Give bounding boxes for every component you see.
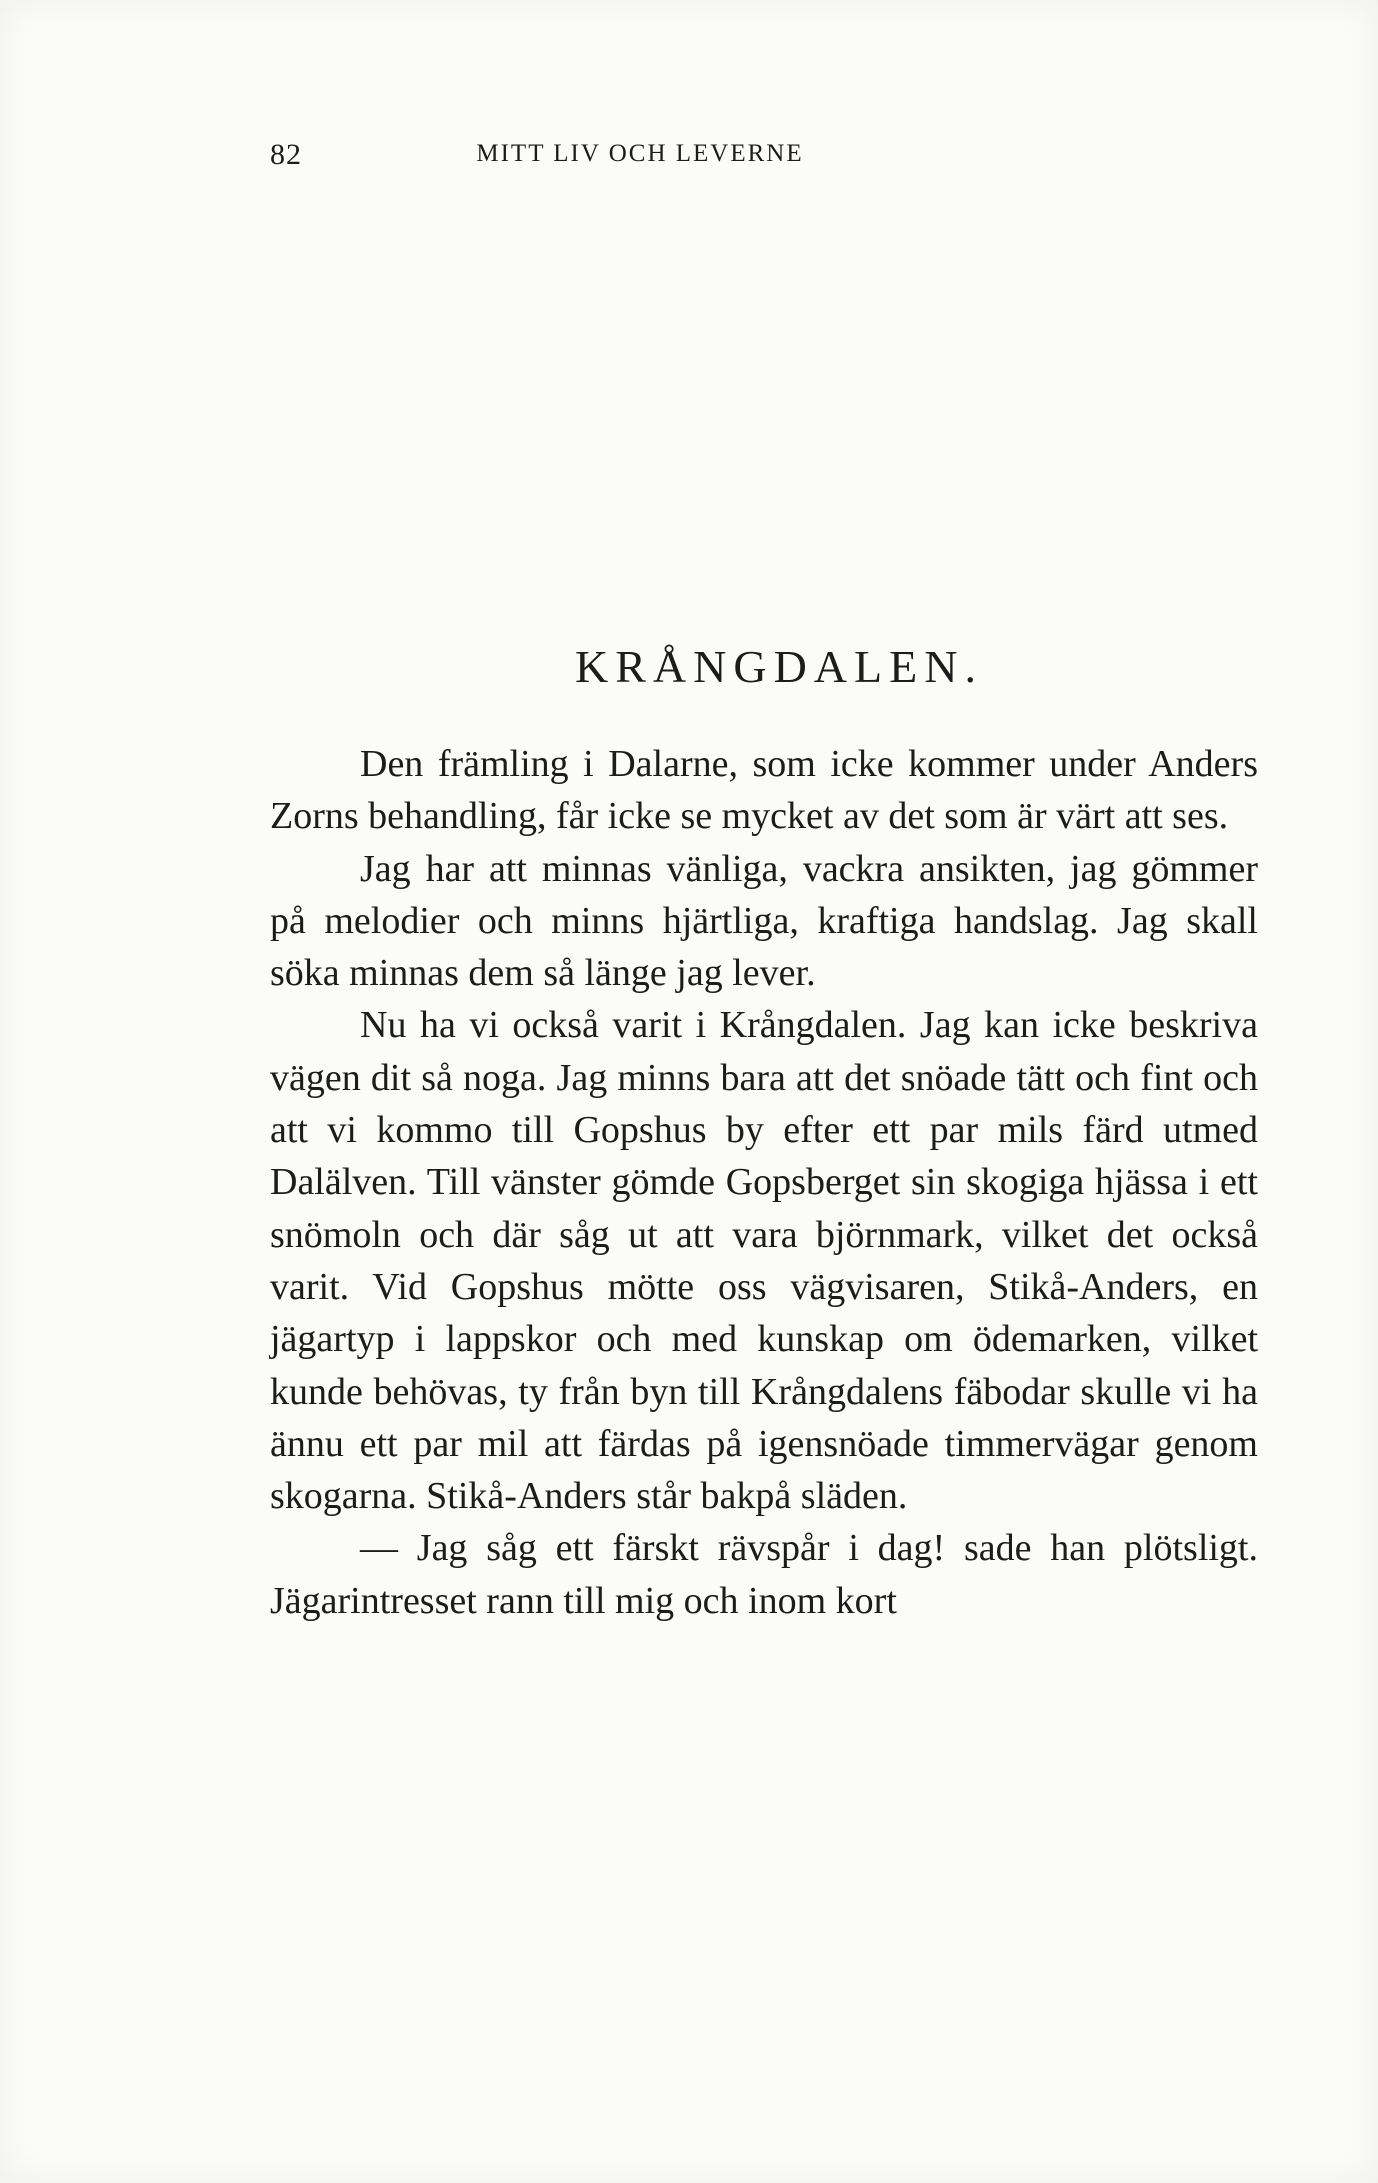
running-title: MITT LIV OCH LEVERNE <box>476 140 804 167</box>
chapter-heading: KRÅNGDALEN. <box>575 641 983 692</box>
body-text <box>270 738 1258 1627</box>
running-head <box>270 138 970 178</box>
paragraph: Den främling i Dalarne, som icke kommer under Anders Zorns behandling, får icke se mycket av det som är värt att ses. <box>270 743 1258 838</box>
page-number: 82 <box>270 138 302 171</box>
paragraph: Jag har att minnas vänliga, vackra ansikten, jag gömmer på melodier och minns hjärtliga, kraftiga handslag. Jag skall söka minnas dem så länge jag lever. <box>270 847 1258 995</box>
paragraph: Nu ha vi också varit i Krångdalen. Jag kan icke beskriva vägen dit så noga. Jag minns bara att det snöade tätt och fint och att vi kommo till Gopshus by efter ett par mils färd utmed Dalälven. Till vänster gömde Gopsberget sin skogiga hjässa i ett snömoln och där såg ut att vara björnmark, vilket det också varit. Vid Gopshus mötte oss vägvisaren, Stikå-Anders, en jägartyp i lappskor och med kunskap om ödemarken, vilket kunde behövas, ty från byn till Krångdalens fäbodar skulle vi ha ännu ett par mil att färdas på igensnöade timmervägar genom skogarna. Stikå-Anders står bakpå släden. <box>270 1004 1258 1518</box>
paragraph: — Jag såg ett färskt rävspår i dag! sade han plötsligt. Jägarintresset rann till mig och inom kort <box>270 1527 1258 1622</box>
